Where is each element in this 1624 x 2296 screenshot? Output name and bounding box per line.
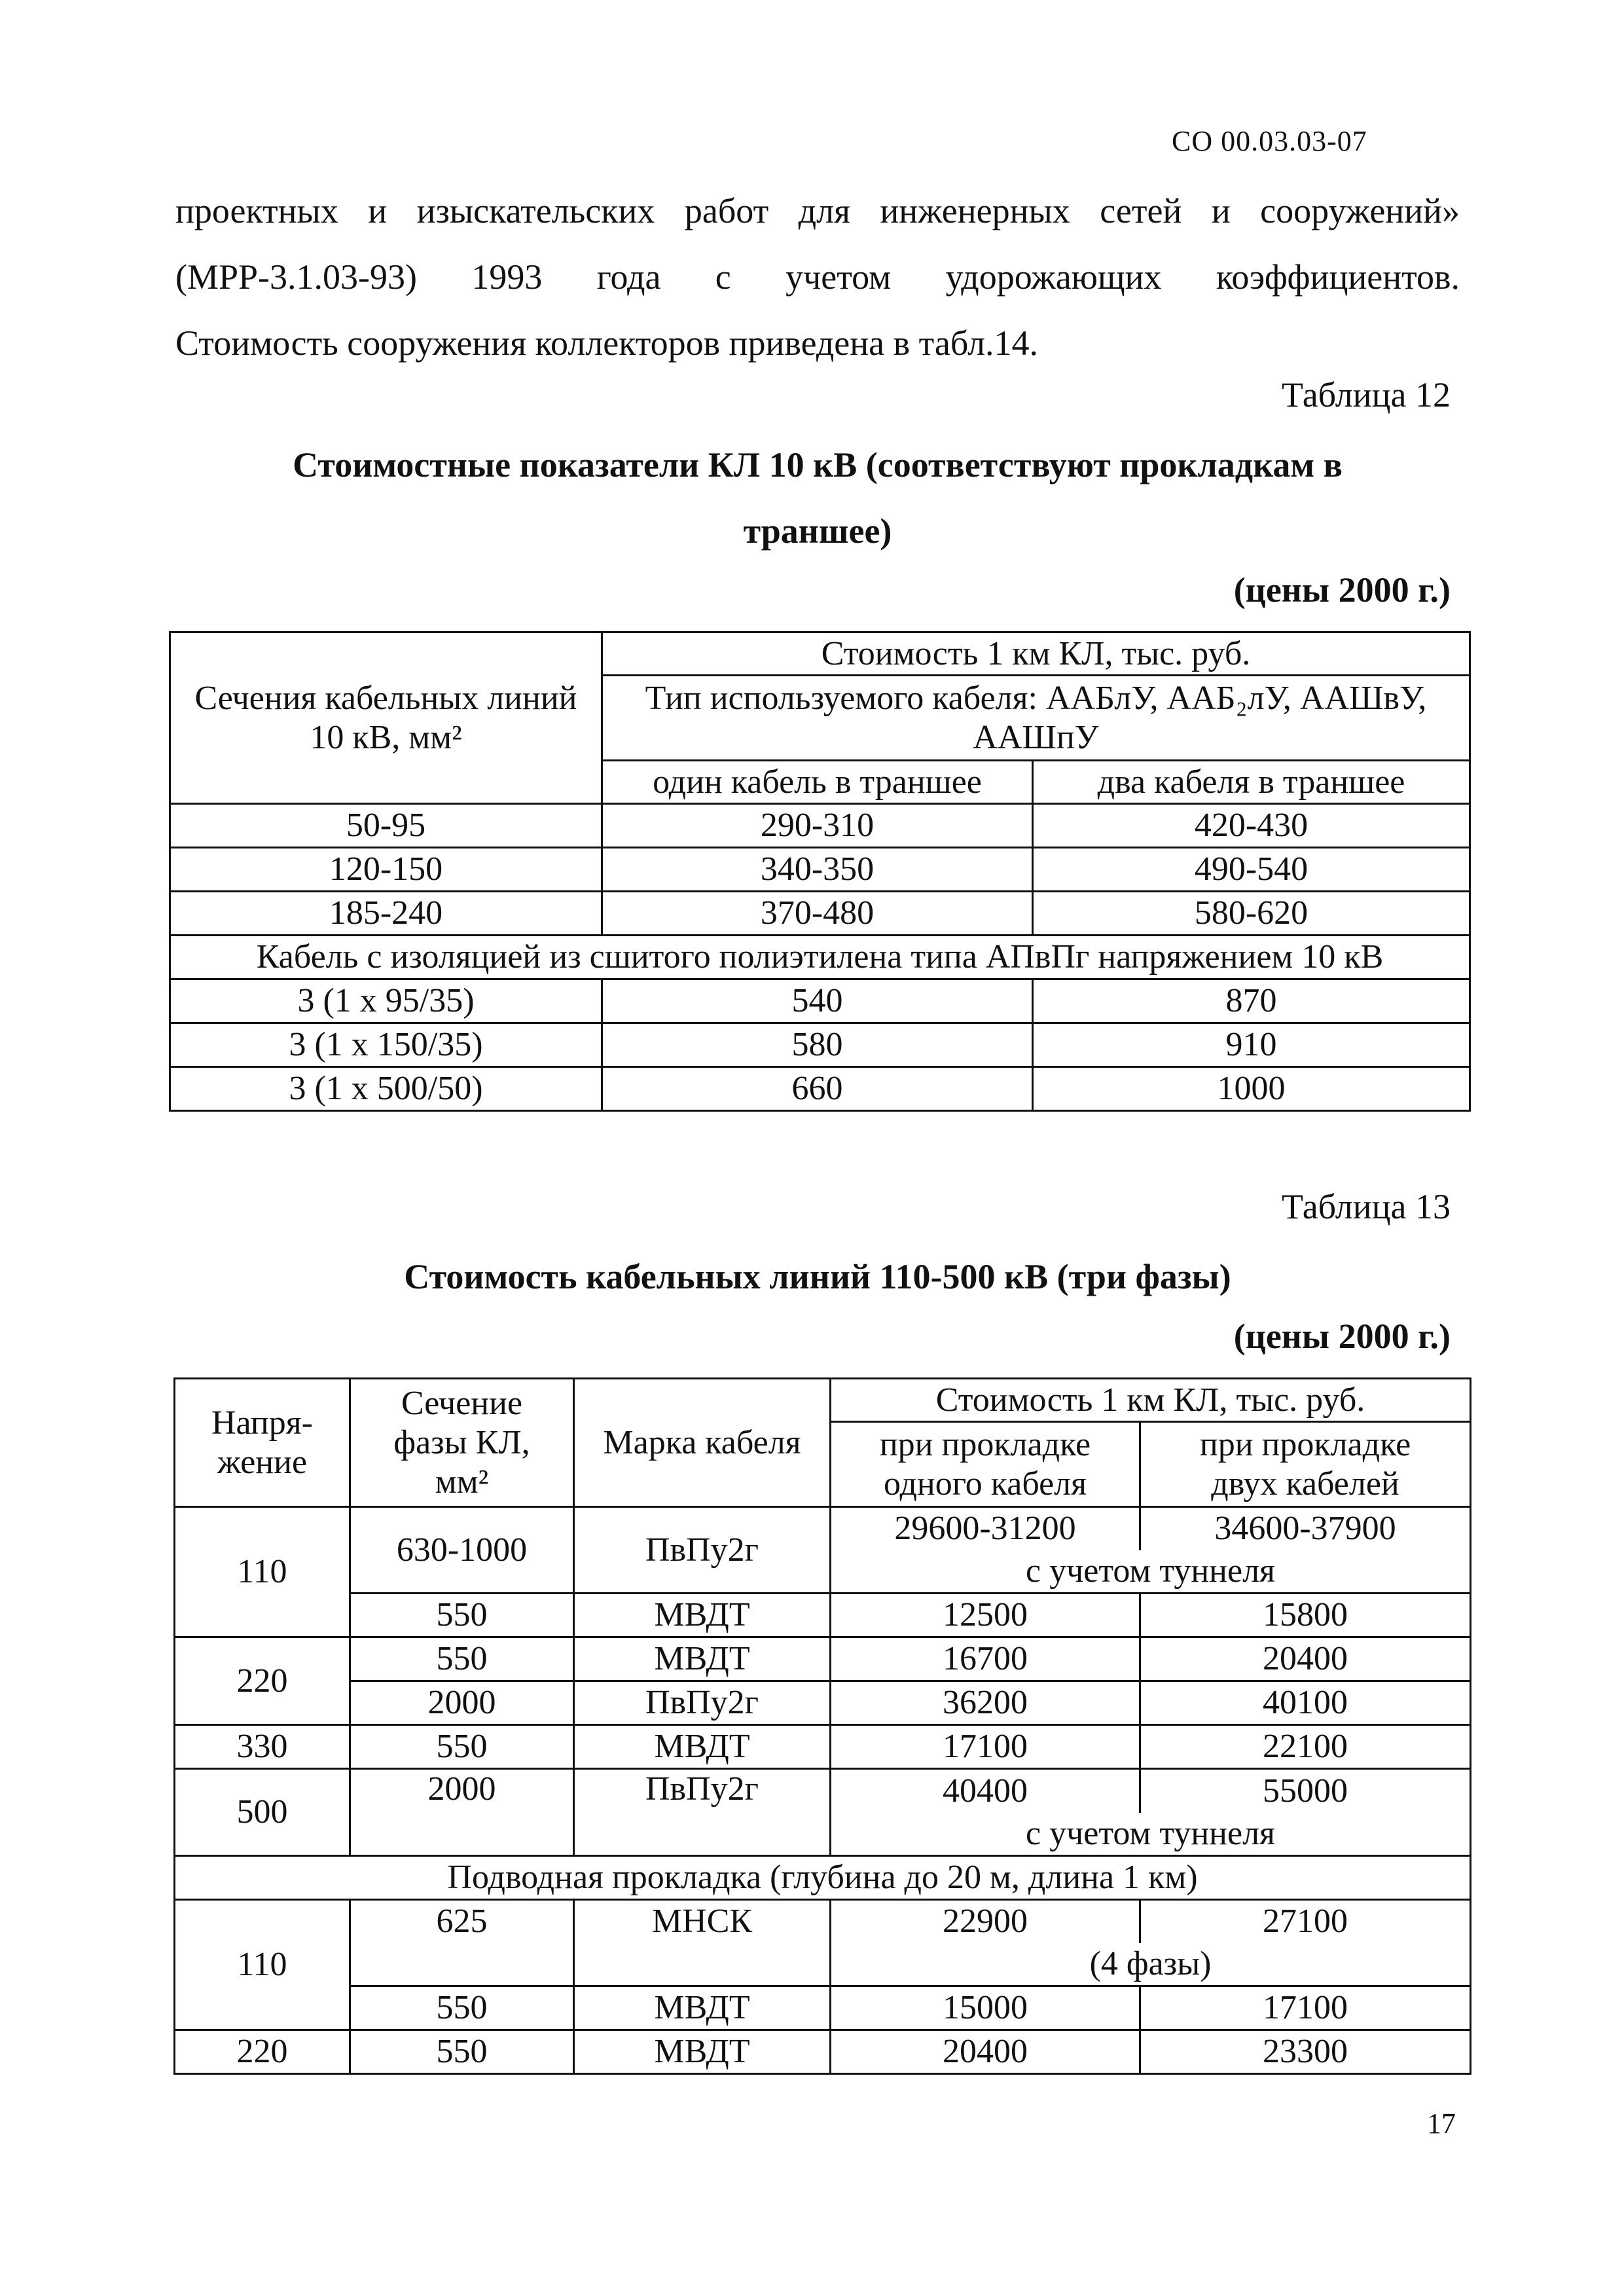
cell-section: 185-240	[170, 892, 602, 936]
cell-one: 20400	[831, 2030, 1140, 2074]
cell-two: 870	[1033, 979, 1470, 1023]
table-row	[175, 1725, 1471, 1769]
cell-tunnel-note: с учетом туннеля	[831, 1550, 1471, 1594]
header-cost: Стоимость 1 км КЛ, тыс. руб.	[602, 632, 1470, 676]
table-row	[170, 892, 1470, 936]
intro-line-3: Стоимость сооружения коллекторов приведена в табл.14.	[175, 323, 1038, 363]
header-one-cable: при прокладке одного кабеля	[831, 1422, 1140, 1507]
cell-one: 340-350	[602, 848, 1033, 892]
page-number: 17	[1427, 2107, 1456, 2140]
cell-section: 50-95	[170, 804, 602, 848]
document-code: СО 00.03.03-07	[1172, 125, 1367, 157]
cell-voltage: 330	[175, 1725, 350, 1769]
table-row	[175, 1507, 1471, 1550]
cell-section: 120-150	[170, 848, 602, 892]
cell-section: 550	[350, 2030, 574, 2074]
table-row	[170, 979, 1470, 1023]
header-cost: Стоимость 1 км КЛ, тыс. руб.	[831, 1379, 1471, 1422]
table-12-title	[175, 432, 1460, 564]
cell-two: 22100	[1140, 1725, 1471, 1769]
cell-voltage: 220	[175, 2030, 350, 2074]
cell-one: 580	[602, 1023, 1033, 1067]
cell-one: 40400	[831, 1769, 1140, 1813]
table-row	[175, 1986, 1471, 2030]
table-row	[170, 848, 1470, 892]
cell-two: 34600-37900	[1140, 1507, 1471, 1550]
table-12-prices-note: (цены 2000 г.)	[1233, 570, 1451, 610]
header-brand: Марка кабеля	[574, 1379, 831, 1507]
table-row	[170, 1067, 1470, 1111]
table-12-title-line-2: траншее)	[743, 511, 892, 551]
cell-brand: МВДТ	[574, 1725, 831, 1769]
table-13-title: Стоимость кабельных линий 110-500 кВ (три фазы)	[404, 1257, 1231, 1296]
cell-one: 290-310	[602, 804, 1033, 848]
cell-section: 3 (1 х 95/35)	[170, 979, 602, 1023]
table-row	[175, 1769, 1471, 1813]
table-row	[175, 2030, 1471, 2074]
cell-one: 12500	[831, 1594, 1140, 1637]
cell-tunnel-note: с учетом туннеля	[831, 1813, 1471, 1856]
cell-two: 1000	[1033, 1067, 1470, 1111]
header-one-cable: один кабель в траншее	[602, 761, 1033, 804]
cell-one: 29600-31200	[831, 1507, 1140, 1550]
intro-line-1: проектных и изыскательских работ для инженерных сетей и сооружений»	[175, 191, 1460, 230]
cell-section: 2000	[350, 1681, 574, 1725]
intro-line-2: (МРР-3.1.03-93) 1993 года с учетом удорожающих коэффициентов.	[175, 257, 1460, 297]
cell-brand: МНСК	[574, 1900, 831, 1943]
header-two-cables: два кабеля в траншее	[1033, 761, 1470, 804]
cell-section: 625	[350, 1900, 574, 1943]
cell-section: 3 (1 х 500/50)	[170, 1067, 602, 1111]
header-two-cables: при прокладке двух кабелей	[1140, 1422, 1471, 1507]
cell-two: 27100	[1140, 1900, 1471, 1943]
cell-two: 23300	[1140, 2030, 1471, 2074]
cell-one: 16700	[831, 1637, 1140, 1681]
cell-two: 55000	[1140, 1769, 1471, 1813]
table-13-label: Таблица 13	[1282, 1187, 1451, 1226]
table-13-prices-note: (цены 2000 г.)	[1233, 1317, 1451, 1356]
cell-brand: МВДТ	[574, 2030, 831, 2074]
cell-brand: ПвПу2г	[574, 1681, 831, 1725]
cell-two: 15800	[1140, 1594, 1471, 1637]
cell-voltage: 500	[175, 1769, 350, 1856]
cell-section: 550	[350, 1637, 574, 1681]
cell-brand: МВДТ	[574, 1637, 831, 1681]
table-row	[175, 1637, 1471, 1681]
cell-voltage: 220	[175, 1637, 350, 1725]
cell-one: 370-480	[602, 892, 1033, 936]
cell-two: 490-540	[1033, 848, 1470, 892]
header-section: Сечение фазы КЛ, мм²	[350, 1379, 574, 1507]
cell-section: 550	[350, 1594, 574, 1637]
header-section: Сечения кабельных линий 10 кВ, мм²	[170, 632, 602, 804]
cell-one: 17100	[831, 1725, 1140, 1769]
cell-brand: МВДТ	[574, 1594, 831, 1637]
cell-two: 910	[1033, 1023, 1470, 1067]
span-row-xlpe: Кабель с изоляцией из сшитого полиэтилена типа АПвПг напряжением 10 кВ	[170, 936, 1470, 979]
cell-phases-note: (4 фазы)	[831, 1943, 1471, 1986]
cell-one: 36200	[831, 1681, 1140, 1725]
cell-two: 40100	[1140, 1681, 1471, 1725]
cell-brand: МВДТ	[574, 1986, 831, 2030]
cell-one: 22900	[831, 1900, 1140, 1943]
table-row	[175, 1681, 1471, 1725]
cell-brand: ПвПу2г	[574, 1769, 831, 1856]
table-12-label: Таблица 12	[1282, 375, 1451, 414]
table-row	[175, 1594, 1471, 1637]
table-row	[170, 804, 1470, 848]
cell-section: 550	[350, 1725, 574, 1769]
table-13	[173, 1377, 1471, 2075]
cell-section: 3 (1 х 150/35)	[170, 1023, 602, 1067]
cell-one: 660	[602, 1067, 1033, 1111]
cell-two: 20400	[1140, 1637, 1471, 1681]
cell-one: 15000	[831, 1986, 1140, 2030]
cell-two: 17100	[1140, 1986, 1471, 2030]
table-12	[169, 631, 1471, 1112]
cell-section: 550	[350, 1986, 574, 2030]
table-row	[170, 1023, 1470, 1067]
cell-section: 2000	[350, 1769, 574, 1856]
header-cable-type: Тип используемого кабеля: ААБлУ, ААБ₂лУ, ААШвУ, ААШпУ	[602, 676, 1470, 761]
cell-voltage: 110	[175, 1900, 350, 2030]
cell-voltage: 110	[175, 1507, 350, 1637]
table-12-title-line-1: Стоимостные показатели КЛ 10 кВ (соответствуют прокладкам в	[293, 445, 1343, 484]
cell-one: 540	[602, 979, 1033, 1023]
table-row	[175, 1900, 1471, 1943]
cell-brand: ПвПу2г	[574, 1507, 831, 1594]
cell-two: 580-620	[1033, 892, 1470, 936]
cell-section: 630-1000	[350, 1507, 574, 1594]
header-voltage: Напря-жение	[175, 1379, 350, 1507]
intro-paragraph	[175, 178, 1460, 376]
span-row-underwater: Подводная прокладка (глубина до 20 м, длина 1 км)	[175, 1856, 1471, 1900]
cell-two: 420-430	[1033, 804, 1470, 848]
